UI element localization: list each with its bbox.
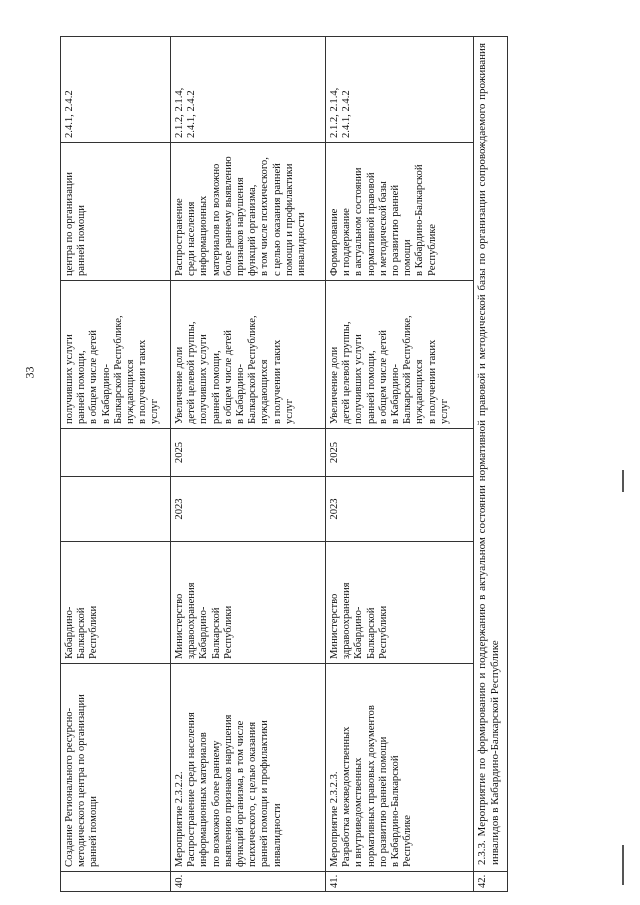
row-number (61, 872, 171, 892)
executor-cell (61, 542, 171, 664)
table-row (474, 37, 508, 892)
indicators-text: 2.4.1, 2.4.2 (64, 90, 75, 138)
table-row (61, 37, 171, 892)
result-cell (171, 281, 326, 429)
indicators-text: 2.1.2, 2.1.4, 2.4.1, 2.4.2 (329, 87, 353, 138)
link-text: Формирование и поддержание в актуальном состоянии нормативной правовой и методической базы по развитию ранней помощи в Кабардино-Балкарской Республике (329, 164, 438, 276)
scan-edge-mark (622, 470, 624, 492)
result-text: Увеличение доли детей целевой группы, получивших услуги ранней помощи, в общем числе детей в Кабардино- Балкарской Республике, нуждающихся в получении таких услуг (329, 315, 450, 424)
measure-text: Создание Регионального ресурсно-методического центра по организации ранней помощи (64, 694, 100, 867)
end-year: 2025 (326, 429, 474, 477)
table-row (171, 37, 326, 892)
row-number: 40. (171, 872, 326, 892)
indicators-cell (61, 37, 171, 143)
link-text: центра по организации ранней помощи (64, 172, 88, 276)
scan-edge-mark (622, 845, 624, 885)
end-year (61, 429, 171, 477)
start-year: 2023 (171, 477, 326, 542)
measure-text: Мероприятие 2.3.2.2. Распространение среди населения информационных материалов по возможно более раннему выявлению признаков нарушения функций организма, в том числе психического, с целью оказания ранней помощи и профилактики инвалидности (174, 712, 283, 867)
link-cell (171, 143, 326, 281)
result-cell (61, 281, 171, 429)
result-cell (326, 281, 474, 429)
indicators-cell (171, 37, 326, 143)
page-number: 33 (22, 366, 37, 379)
executor-text: Министерство здравоохранения Кабардино- Балкарской Республики (329, 582, 389, 659)
link-cell (326, 143, 474, 281)
result-text: Увеличение доли детей целевой группы, получивших услуги ранней помощи, в общем числе детей в Кабардино- Балкарской Республике, нуждающихся в получении таких услуг (174, 315, 295, 424)
table-row (326, 37, 474, 892)
result-text: получивших услуги ранней помощи, в общем числе детей в Кабардино- Балкарской Республике, нуждающихся в получении таких услуг (64, 315, 161, 424)
measure-cell (171, 664, 326, 872)
executor-text: Министерство здравоохранения Кабардино- Балкарской Республики (174, 582, 234, 659)
end-year: 2025 (171, 429, 326, 477)
executor-cell (171, 542, 326, 664)
measures-table (60, 36, 508, 892)
measure-cell (326, 664, 474, 872)
section-heading-cell: 2.3.3. Мероприятие по формированию и поддержанию в актуальном состоянии нормативной правовой и методической базы по организации сопровождаемого проживания инвалидов в Кабардино-Балкарской Республике (474, 37, 508, 872)
link-cell (61, 143, 171, 281)
executor-cell (326, 542, 474, 664)
row-number: 41. (326, 872, 474, 892)
executor-text: Кабардино- Балкарской Республики (64, 605, 100, 659)
start-year (61, 477, 171, 542)
link-text: Распространение среди населения информационных материалов по возможно более раннему выявлению признаков нарушения функций организма, в том числе психического, с целью оказания ранней помощи и профилактики инвалидности (174, 156, 308, 276)
measure-text: Мероприятие 2.3.2.3. Разработка межведомственных и внутриведомственных нормативных правовых документов по развитию ранней помощи в Кабардино-Балкарской Республике (329, 705, 414, 867)
rotated-table-container (60, 37, 550, 892)
start-year: 2023 (326, 477, 474, 542)
row-number: 42. (474, 872, 508, 892)
indicators-text: 2.1.2, 2.1.4, 2.4.1, 2.4.2 (174, 87, 198, 138)
indicators-cell (326, 37, 474, 143)
measure-cell (61, 664, 171, 872)
